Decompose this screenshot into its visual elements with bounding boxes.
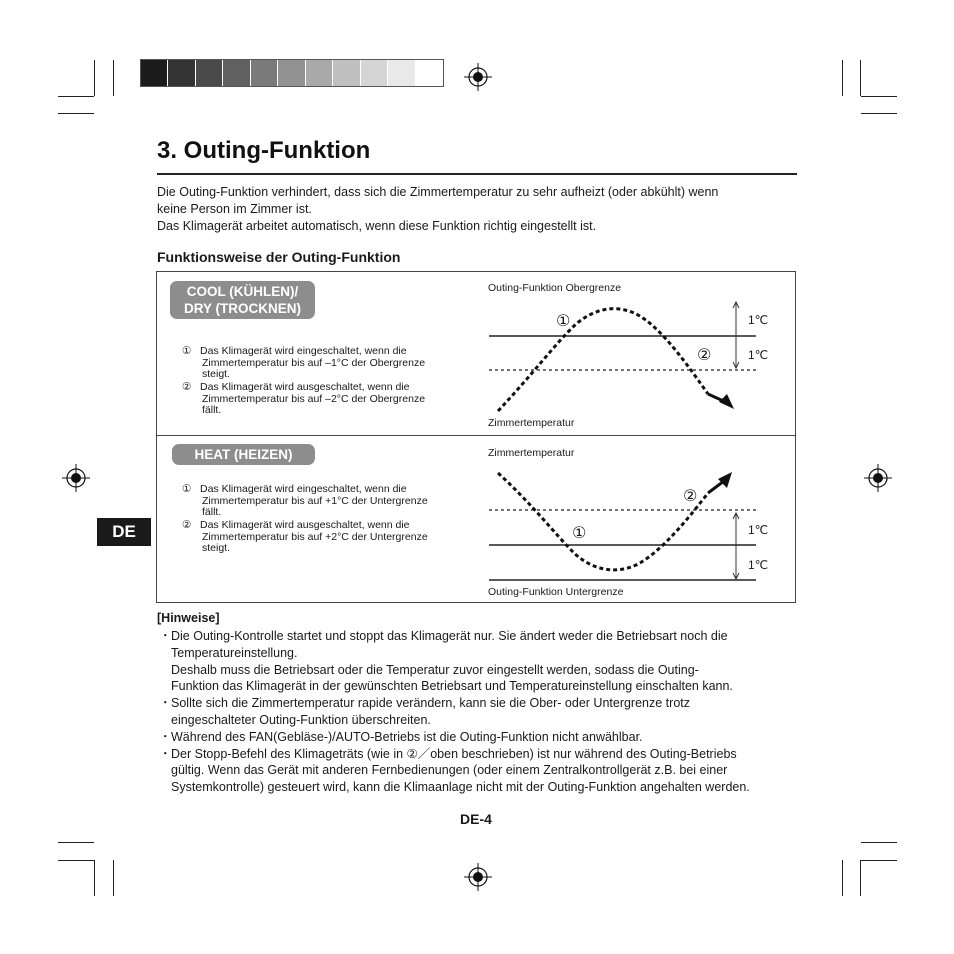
bullet: ・ [159,729,172,744]
step-marker: ② [182,381,192,393]
crop-mark [842,60,843,96]
intro-line: Die Outing-Funktion verhindert, dass sich die Zimmertemperatur zu sehr aufheizt (oder abkühlt) wenn [157,185,719,199]
step-marker: ① [182,345,192,357]
note-line: Temperatureinstellung. [171,645,298,660]
degree-label: 1℃ [748,348,769,362]
notes-heading: [Hinweise] [157,611,220,625]
crop-mark [861,842,897,843]
title-rule [157,173,797,175]
crop-mark [113,60,114,96]
registration-mark-icon [61,463,91,493]
note-line: Sollte sich die Zimmertemperatur rapide verändern, kann sie die Ober- oder Untergrenze trotz [171,696,690,711]
step-marker: ① [182,483,192,495]
bullet: ・ [159,629,172,643]
registration-mark-icon [463,862,493,892]
gray-swatch [196,60,222,86]
step-text: fällt. [202,506,222,518]
heat-step-1 [182,484,467,519]
crop-mark [860,60,861,96]
gray-swatch [141,60,167,86]
temperature-curve [498,473,708,570]
registration-mark-icon [863,463,893,493]
gray-swatch [278,60,304,86]
step-text: Zimmertemperatur bis auf +2°C der Untergrenze [202,530,428,543]
gray-swatch [251,60,277,86]
step-text: fällt. [202,404,222,416]
step-text: Das Klimagerät wird ausgeschaltet, wenn die [200,519,410,531]
gray-swatch [416,60,442,86]
upper-limit-label: Outing-Funktion Obergrenze [488,282,622,294]
note-line: Der Stopp-Befehl des Klimageträts (wie in ②／oben beschrieben) ist nur während des Outing-Betriebs [171,746,737,761]
intro-paragraph [157,184,797,235]
language-tab: DE [97,518,151,546]
marker-1: ① [556,313,571,330]
degree-label: 1℃ [748,558,769,572]
gray-swatch [223,60,249,86]
step-text: Das Klimagerät wird eingeschaltet, wenn die [200,483,407,495]
gray-swatch [306,60,332,86]
intro-line: keine Person im Zimmer ist. [157,202,312,216]
temperature-curve [498,309,708,411]
marker-2: ② [697,347,712,364]
note-item [157,695,837,729]
crop-mark [861,860,897,861]
step-text: Zimmertemperatur bis auf +1°C der Untergrenze [202,494,428,507]
arrow-head [719,394,734,409]
step-text: steigt. [202,368,231,380]
degree-label: 1℃ [748,523,769,537]
step-text: Das Klimagerät wird eingeschaltet, wenn die [200,345,407,357]
registration-mark-icon [463,62,493,92]
gray-swatch [388,60,414,86]
step-text: Zimmertemperatur bis auf –1°C der Obergrenze [202,356,426,369]
lower-limit-label: Outing-Funktion Untergrenze [488,586,624,598]
note-item [157,628,837,695]
heat-step-2 [182,520,467,555]
note-line: gültig. Wenn das Gerät mit anderen Fernbedienungen (oder einem Zentralkontrollgerät z.B. bei einer [171,763,728,778]
crop-mark [58,842,94,843]
curve-arrow [708,481,724,493]
intro-line: Das Klimagerät arbeitet automatisch, wenn diese Funktion richtig eingestellt ist. [157,219,597,233]
marker-1: ① [572,525,587,542]
crop-mark [58,113,94,114]
note-line: Funktion das Klimagerät in der gewünschten Betriebsart und Temperatureinstellung einschalten kann. [171,679,733,694]
heat-temperature-curve [486,463,786,585]
crop-mark [94,860,95,896]
crop-mark [861,96,897,97]
crop-mark [860,860,861,896]
panel-divider [156,435,796,436]
degree-label: 1℃ [748,313,769,327]
cool-temperature-curve [486,298,786,423]
notes-list [157,628,837,796]
crop-mark [58,96,94,97]
crop-mark [113,860,114,896]
bullet: ・ [159,746,172,761]
note-line: Deshalb muss die Betriebsart oder die Temperatur zuvor eingestellt werden, sodass die Outing- [171,662,699,677]
room-temperature-label: Zimmertemperatur [488,447,575,459]
page-title: 3. Outing-Funktion [157,137,371,164]
grayscale-calibration-strip [140,59,444,87]
step-text: Zimmertemperatur bis auf –2°C der Obergrenze [202,392,426,405]
crop-mark [861,113,897,114]
step-text: steigt. [202,542,231,554]
room-temperature-label: Zimmertemperatur [488,417,575,429]
note-line: Während des FAN(Gebläse-)/AUTO-Betriebs ist die Outing-Funktion nicht anwählbar. [171,729,643,744]
crop-mark [58,860,94,861]
note-line: Die Outing-Kontrolle startet und stoppt das Klimagerät nur. Sie ändert weder die Betriebsart noch die [171,629,728,643]
note-item [157,729,837,746]
mode-label-line: DRY (TROCKNEN) [184,301,301,316]
cool-step-2 [182,382,467,417]
cool-step-1 [182,346,467,381]
note-item [157,746,837,796]
crop-mark [94,60,95,96]
mode-label-line: COOL (KÜHLEN)/ [186,284,299,299]
gray-swatch [168,60,194,86]
crop-mark [842,860,843,896]
step-text: Das Klimagerät wird ausgeschaltet, wenn die [200,381,410,393]
gray-swatch [361,60,387,86]
heat-mode-label: HEAT (HEIZEN) [172,444,315,465]
note-line: Systemkontrolle) gesteuert wird, kann die Klimaanlage nicht mit der Outing-Funktion angehalten werden. [171,780,750,795]
note-line: eingeschalteter Outing-Funktion überschreiten. [171,712,431,727]
marker-2: ② [683,488,698,505]
section-heading: Funktionsweise der Outing-Funktion [157,249,401,265]
page-number: DE-4 [460,811,492,827]
step-marker: ② [182,519,192,531]
cool-dry-mode-label [170,281,315,319]
gray-swatch [333,60,359,86]
bullet: ・ [159,696,172,711]
